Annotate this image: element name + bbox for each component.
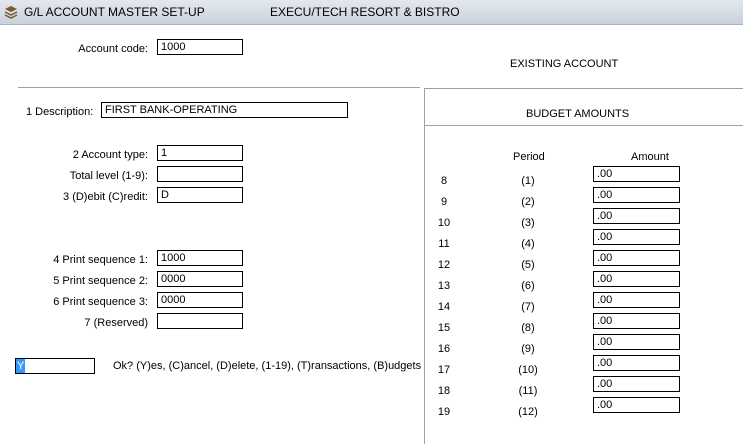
budget-row-period: (12)	[518, 406, 538, 418]
budget-row-period: (5)	[521, 259, 535, 271]
status-text: EXISTING ACCOUNT	[510, 58, 619, 70]
print-seq-2-field[interactable]	[157, 271, 243, 287]
budget-amount-field[interactable]	[593, 187, 680, 203]
budget-row-period: (9)	[521, 343, 535, 355]
title-bar	[0, 0, 743, 25]
prompt-hint: Ok? (Y)es, (C)ancel, (D)elete, (1-19), (T)ransactions, (B)udgets	[113, 360, 422, 372]
budget-amount-field[interactable]	[593, 250, 680, 266]
total-level-label: Total level (1-9):	[69, 170, 148, 182]
budget-row-number: 13	[437, 280, 451, 292]
total-level-field[interactable]	[157, 166, 243, 182]
budget-row-number: 18	[437, 385, 451, 397]
budget-row-period: (10)	[518, 364, 538, 376]
amount-header: Amount	[631, 151, 669, 163]
budget-amount-field[interactable]	[593, 229, 680, 245]
description-label: 1 Description:	[26, 106, 94, 118]
budget-amount-field[interactable]	[593, 271, 680, 287]
budget-amount-field[interactable]	[593, 208, 680, 224]
budget-row-period: (6)	[521, 280, 535, 292]
budget-row-number: 8	[440, 175, 448, 187]
budget-row-period: (1)	[521, 175, 535, 187]
account-code-field[interactable]	[157, 39, 243, 55]
debit-credit-field[interactable]	[157, 187, 243, 203]
budget-row-period: (8)	[521, 322, 535, 334]
description-field[interactable]	[101, 102, 348, 118]
budget-amount-field[interactable]	[593, 355, 680, 371]
budget-row-period: (3)	[521, 217, 535, 229]
company-name: EXECU/TECH RESORT & BISTRO	[270, 5, 460, 19]
budget-row-period: (7)	[521, 301, 535, 313]
period-header: Period	[513, 151, 545, 163]
budget-amount-field[interactable]	[593, 166, 680, 182]
divider-left	[18, 87, 420, 88]
budget-amount-field[interactable]	[593, 376, 680, 392]
window-title: G/L ACCOUNT MASTER SET-UP	[24, 5, 205, 19]
reserved-field[interactable]	[157, 313, 243, 329]
print-seq-1-field[interactable]	[157, 250, 243, 266]
budget-row-period: (4)	[521, 238, 535, 250]
prompt-value: Y	[17, 360, 25, 372]
budget-row-number: 14	[437, 301, 451, 313]
app-icon[interactable]	[4, 5, 18, 19]
reserved-label: 7 (Reserved)	[84, 317, 148, 329]
budget-amount-field[interactable]	[593, 292, 680, 308]
budget-row-number: 16	[437, 343, 451, 355]
print-seq-1-label: 4 Print sequence 1:	[53, 254, 148, 266]
debit-credit-label: 3 (D)ebit (C)redit:	[63, 191, 148, 203]
budget-row-period: (2)	[521, 196, 535, 208]
budget-title: BUDGET AMOUNTS	[526, 108, 630, 120]
budget-amount-field[interactable]	[593, 313, 680, 329]
print-seq-3-field[interactable]	[157, 292, 243, 308]
budget-row-number: 11	[438, 238, 450, 250]
budget-row-number: 9	[440, 196, 448, 208]
print-seq-2-label: 5 Print sequence 2:	[53, 275, 148, 287]
budget-row-number: 19	[437, 406, 451, 418]
print-seq-3-label: 6 Print sequence 3:	[53, 296, 148, 308]
divider-right-budget	[424, 125, 743, 126]
budget-row-period: (11)	[518, 385, 538, 397]
budget-amount-field[interactable]	[593, 397, 680, 413]
divider-right-top	[424, 88, 743, 89]
account-type-field[interactable]	[157, 145, 243, 161]
budget-row-number: 12	[437, 259, 451, 271]
budget-amount-field[interactable]	[593, 334, 680, 350]
account-code-label: Account code:	[78, 43, 148, 55]
budget-row-number: 17	[437, 364, 451, 376]
account-type-label: 2 Account type:	[72, 149, 148, 161]
prompt-field[interactable]	[15, 358, 95, 374]
budget-row-number: 10	[437, 217, 451, 229]
budget-row-number: 15	[437, 322, 451, 334]
